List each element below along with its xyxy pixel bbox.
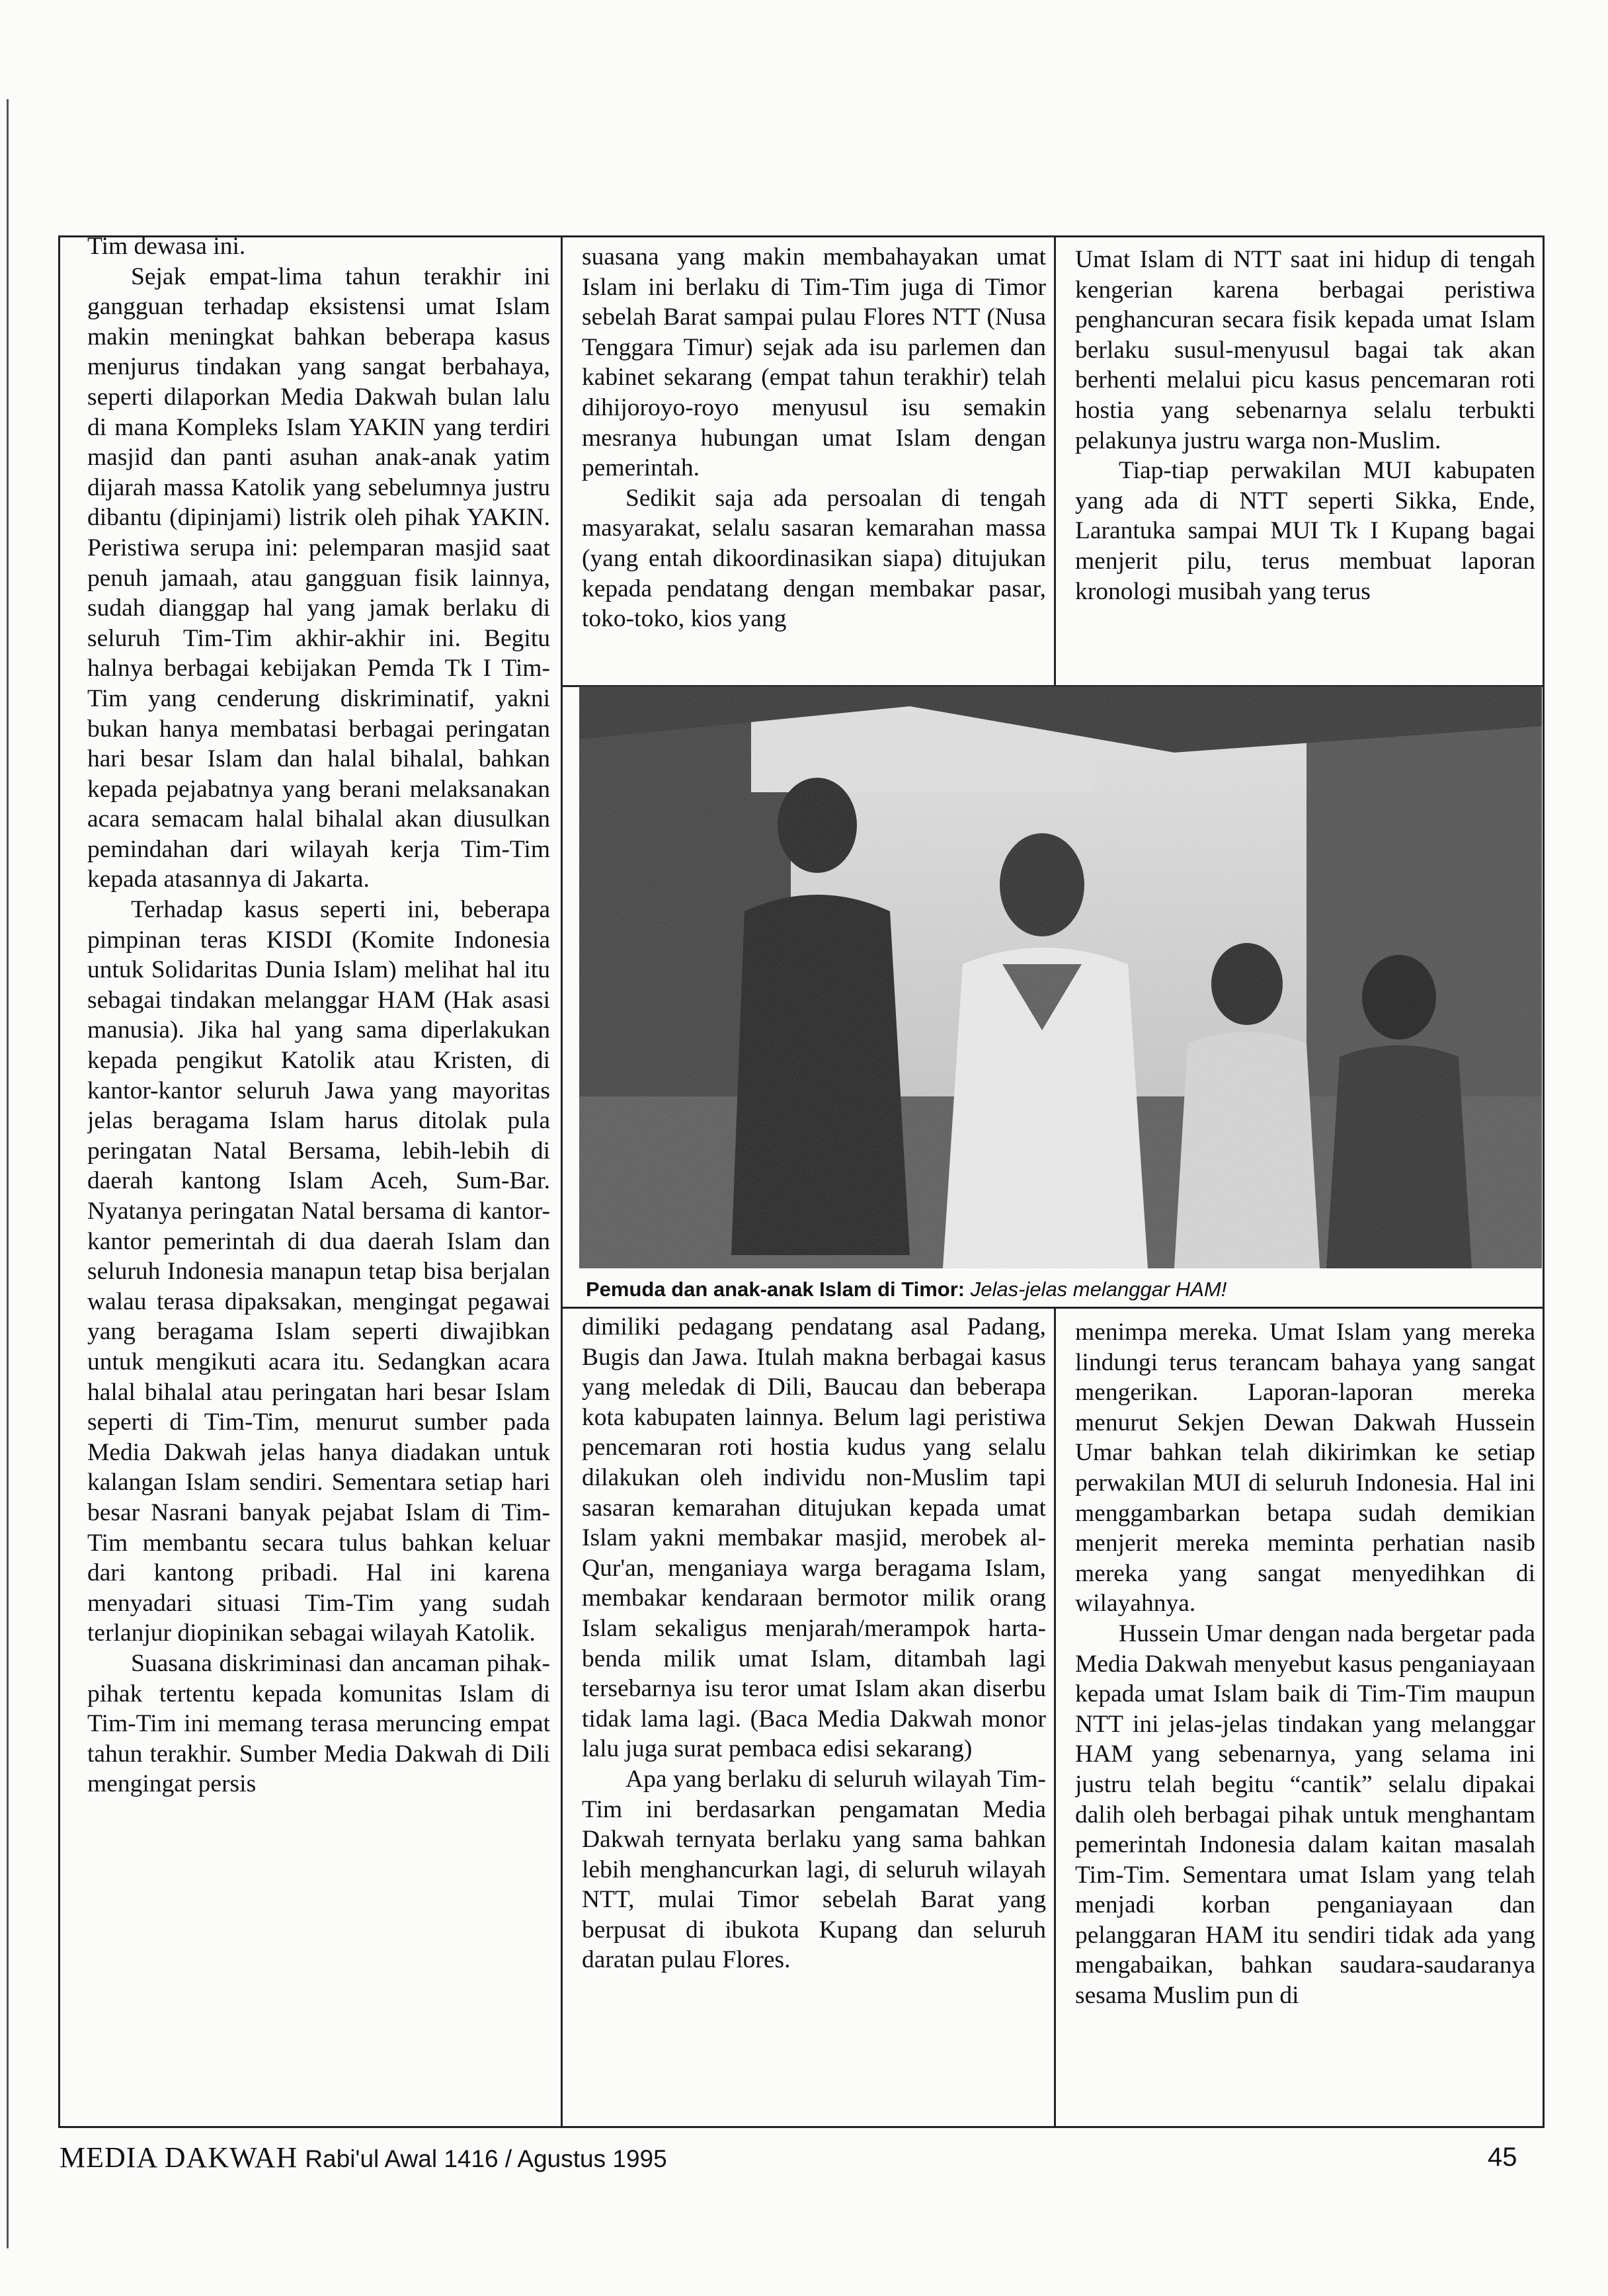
article-column-2-bottom	[582, 1312, 1046, 2123]
issue-date: Rabi'ul Awal 1416 / Agustus 1995	[305, 2145, 667, 2172]
scan-edge	[7, 99, 9, 2248]
photo-caption	[579, 1272, 1542, 1307]
paragraph: Hussein Umar dengan nada bergetar pada Media Dakwah menyebut kasus penganiayaan kepada umat Islam baik di Tim-Tim maupun NTT ini jelas-jelas tindakan yang melanggar HAM yang sebenarnya, yang selama ini justru telah begitu “cantik” selalu dipakai dalih oleh berbagai pihak untuk menghantam pemerintah Indonesia dalam kaitan masalah Tim-Tim. Sementara umat Islam yang telah menjadi korban penganiayaan dan pelanggaran HAM itu sendiri tidak ada yang mengabaikan, bahkan saudara-saudaranya sesama Muslim pun di	[1075, 1620, 1535, 2010]
paragraph: Sedikit saja ada persoalan di tengah masyarakat, selalu sasaran kemarahan massa (yang entah dikoordinasikan siapa) ditujukan kepada pendatang dengan membakar pasar, toko-toko, kios yang	[582, 484, 1046, 633]
footer-masthead	[60, 2139, 667, 2178]
caption-bottom-rule	[561, 1307, 1545, 1309]
paragraph: Tiap-tiap perwakilan MUI kabupaten yang ada di NTT seperti Sikka, Ende, Larantuka sampai MUI Tk I Kupang bagai menjerit pilu, terus membuat laporan kronologi musibah yang terus	[1075, 457, 1535, 605]
photo-youth-timor	[579, 686, 1542, 1268]
caption-bold: Pemuda dan anak-anak Islam di Timor:	[586, 1278, 965, 1301]
paragraph: Sejak empat-lima tahun terakhir ini gangguan terhadap eksistensi umat Islam makin meningkat bahkan beberapa kasus menjurus tindakan yang sangat berbahaya, seperti dilaporkan Media Dakwah bulan lalu di mana Kompleks Islam YAKIN yang terdiri masjid dan panti asuhan anak-anak yatim dijarah massa Katolik yang sebelumnya justru dibantu (dipinjami) listrik oleh pihak YAKIN. Peristiwa serupa ini: pelemparan masjid saat penuh jamaah, atau gangguan fisik lainnya, sudah dianggap hal yang jamak berlaku di seluruh Tim-Tim akhir-akhir ini. Begitu halnya berbagai kebijakan Pemda Tk I Tim-Tim yang cenderung diskriminatif, yakni bukan hanya membatasi berbagai peringatan hari besar Islam dan halal bihalal, bahkan kepada pejabatnya yang berani melaksanakan acara semacam halal bihalal akan diusulkan pemindahan dari wilayah kerja Tim-Tim kepada atasannya di Jakarta.	[87, 263, 550, 893]
caption-italic: Jelas-jelas melanggar HAM!	[970, 1278, 1227, 1301]
paragraph: Tim dewasa ini.	[87, 233, 246, 260]
paragraph: suasana yang makin membahayakan umat Islam ini berlaku di Tim-Tim juga di Timor sebelah Barat sampai pulau Flores NTT (Nusa Tenggara Timur) sejak ada isu parlemen dan kabinet sekarang (empat tahun terakhir) telah dihijoroyo-royo menyusul isu semakin mesranya hubungan umat Islam dengan pemerintah.	[582, 243, 1046, 482]
column-rule-3	[1054, 1307, 1056, 2128]
article-column-3-bottom	[1075, 1317, 1535, 2123]
article-column-2-top	[582, 242, 1046, 681]
article-column-3-top	[1075, 245, 1535, 681]
paragraph: Suasana diskriminasi dan ancaman pihak-pihak tertentu kepada komunitas Islam di Tim-Tim ini memang terasa meruncing empat tahun terakhir. Sumber Media Dakwah di Dili mengingat persis	[87, 1649, 550, 1798]
paragraph: Terhadap kasus seperti ini, beberapa pimpinan teras KISDI (Komite Indonesia untuk Solidaritas Dunia Islam) melihat hal itu sebagai tindakan melanggar HAM (Hak asasi manusia). Jika hal yang sama diperlakukan kepada pengikut Katolik atau Kristen, di kantor-kantor seluruh Jawa yang mayoritas jelas beragama Islam harus ditolak pula peringatan Natal Bersama, lebih-lebih di daerah kantong Islam Aceh, Sum-Bar. Nyatanya peringatan Natal bersama di kantor-kantor pemerintah di dua daerah Islam dan seluruh Indonesia manapun tetap bisa berjalan walau terasa dipaksakan, mengingat pegawai yang beragama Islam seperti diwajibkan untuk mengikuti acara itu. Sedangkan acara halal bihalal atau peringatan hari besar Islam seperti di Tim-Tim, menurut sumber pada Media Dakwah jelas hanya diadakan untuk kalangan Islam sendiri. Sementara setiap hari besar Nasrani banyak pejabat Islam di Tim-Tim membantu secara tulus bahkan keluar dari kantong pribadi. Hal ini karena menyadari situasi Tim-Tim yang sudah terlanjur diopinikan sebagai wilayah Katolik.	[87, 896, 550, 1647]
article-column-1	[87, 231, 550, 2120]
magazine-name: MEDIA DAKWAH	[60, 2141, 298, 2174]
column-rule-1	[561, 235, 563, 2128]
paragraph: Umat Islam di NTT saat ini hidup di tengah kengerian karena berbagai peristiwa penghancuran secara fisik kepada umat Islam berlaku susul-menyusul bagai tak akan berhenti melalui picu kasus pencemaran roti hostia yang sebenarnya selalu terbukti pelakunya justru warga non-Muslim.	[1075, 246, 1535, 454]
column-rule-2	[1054, 235, 1056, 686]
paragraph: Apa yang berlaku di seluruh wilayah Tim-Tim ini berdasarkan pengamatan Media Dakwah ternyata berlaku yang sama bahkan lebih menghancurkan lagi, di seluruh wilayah NTT, mulai Timor sebelah Barat yang berpusat di ibukota Kupang dan seluruh daratan pulau Flores.	[582, 1765, 1046, 1974]
page-number: 45	[1488, 2143, 1517, 2172]
paragraph: dimiliki pedagang pendatang asal Padang, Bugis dan Jawa. Itulah makna berbagai kasus yang meledak di Dili, Baucau dan beberapa kota kabupaten lainnya. Belum lagi peristiwa pencemaran roti hostia kudus yang selalu dilakukan oleh individu non-Muslim tapi sasaran kemarahan ditujukan kepada umat Islam yakni membakar masjid, merobek al-Qur'an, menganiaya warga beragama Islam, membakar kendaraan bermotor milik orang Islam sekaligus menjarah/merampok harta-benda milik umat Islam, ditambah lagi tersebarnya isu teror umat Islam akan diserbu tidak lama lagi. (Baca Media Dakwah monor lalu juga surat pembaca edisi sekarang)	[582, 1313, 1046, 1763]
paragraph: menimpa mereka. Umat Islam yang mereka lindungi terus terancam bahaya yang sangat mengerikan. Laporan-laporan mereka menurut Sekjen Dewan Dakwah Hussein Umar bahkan telah dikirimkan ke setiap perwakilan MUI di seluruh Indonesia. Hal ini menggambarkan betapa sudah demikian menjerit mereka meminta perhatian nasib mereka yang sangat menyedihkan di wilayahnya.	[1075, 1319, 1535, 1618]
